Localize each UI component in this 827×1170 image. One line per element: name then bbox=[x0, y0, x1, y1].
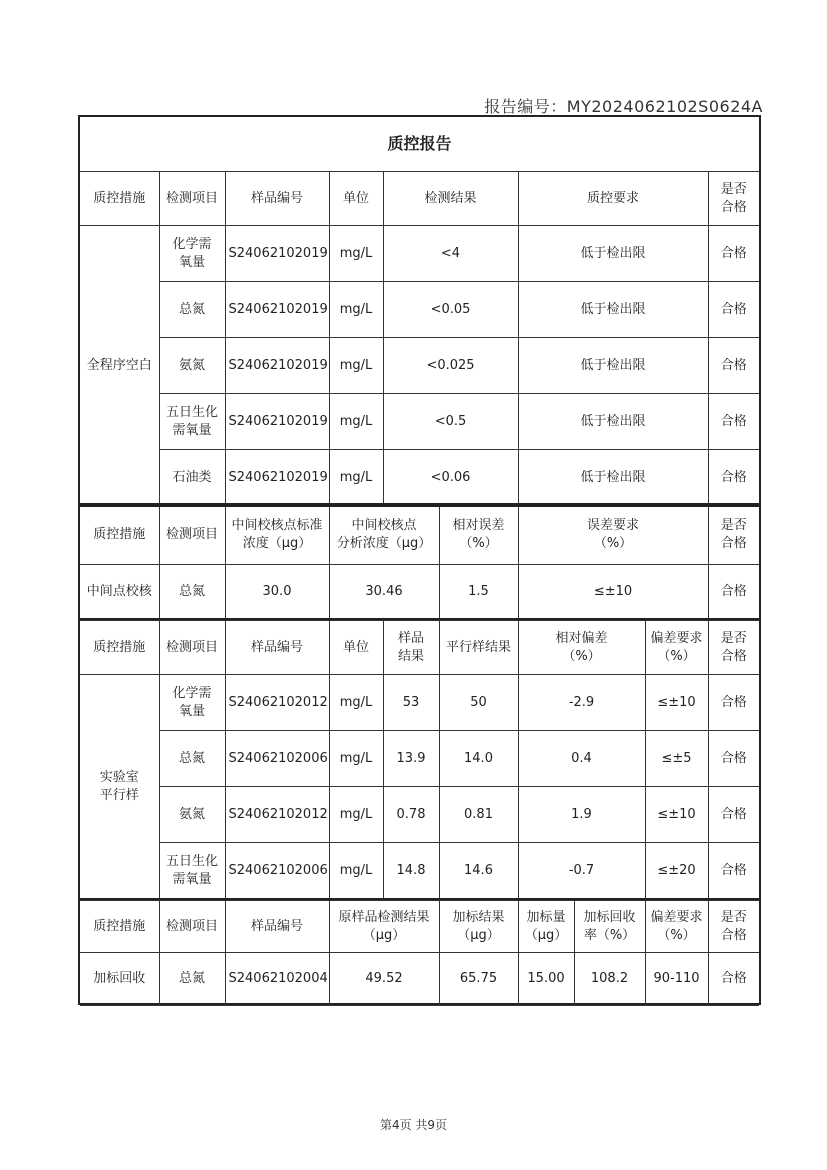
header-cell: 单位 bbox=[329, 621, 383, 675]
pass-cell: 合格 bbox=[708, 953, 759, 1006]
pass-cell: 合格 bbox=[708, 731, 759, 787]
report-number: 报告编号：MY2024062102S0624A bbox=[484, 97, 763, 116]
deviation-cell: -2.9 bbox=[518, 675, 645, 731]
result-cell: 13.9 bbox=[383, 731, 439, 787]
header-cell: 质控措施 bbox=[80, 172, 159, 226]
header-cell: 相对偏差 （%） bbox=[518, 621, 645, 675]
unit-cell: mg/L bbox=[329, 394, 383, 450]
pass-cell: 合格 bbox=[708, 843, 759, 899]
blank-header-row bbox=[80, 172, 759, 226]
requirement-cell: 低于检出限 bbox=[518, 450, 708, 506]
requirement-cell: 低于检出限 bbox=[518, 226, 708, 282]
sample-cell: S24062102019 bbox=[225, 338, 329, 394]
parallel-result-cell: 0.81 bbox=[439, 787, 518, 843]
requirement-cell: ≤±5 bbox=[645, 731, 708, 787]
header-cell: 检测结果 bbox=[383, 172, 518, 226]
parallel-result-cell: 14.0 bbox=[439, 731, 518, 787]
header-cell: 误差要求 （%） bbox=[518, 506, 708, 564]
header-cell: 质控措施 bbox=[80, 901, 159, 953]
header-cell: 偏差要求 （%） bbox=[645, 901, 708, 953]
result-cell: <0.05 bbox=[383, 282, 518, 338]
table-row bbox=[80, 953, 759, 1006]
header-cell: 相对误差 （%） bbox=[439, 506, 518, 564]
table-row bbox=[80, 843, 759, 899]
deviation-cell: 1.9 bbox=[518, 787, 645, 843]
pass-cell: 合格 bbox=[708, 450, 759, 506]
header-cell: 样品编号 bbox=[225, 172, 329, 226]
group-cell: 全程序空白 bbox=[80, 226, 159, 506]
header-cell: 是否 合格 bbox=[708, 901, 759, 953]
result-cell: 14.8 bbox=[383, 843, 439, 899]
header-cell: 加标量 （μg） bbox=[518, 901, 574, 953]
pass-cell: 合格 bbox=[708, 394, 759, 450]
report-title: 质控报告 bbox=[80, 117, 759, 172]
header-cell: 是否 合格 bbox=[708, 172, 759, 226]
unit-cell: mg/L bbox=[329, 226, 383, 282]
result-cell: <0.5 bbox=[383, 394, 518, 450]
item-cell: 总氮 bbox=[159, 282, 225, 338]
unit-cell: mg/L bbox=[329, 787, 383, 843]
spiked-result-cell: 65.75 bbox=[439, 953, 518, 1006]
table-row bbox=[80, 675, 759, 731]
page-footer: 第4页 共9页 bbox=[379, 1118, 448, 1132]
item-cell: 石油类 bbox=[159, 450, 225, 506]
requirement-cell: ≤±10 bbox=[645, 787, 708, 843]
header-cell: 检测项目 bbox=[159, 172, 225, 226]
header-cell: 单位 bbox=[329, 172, 383, 226]
header-cell: 样品编号 bbox=[225, 621, 329, 675]
item-cell: 五日生化 需氧量 bbox=[159, 394, 225, 450]
table-row bbox=[80, 394, 759, 450]
requirement-cell: 90-110 bbox=[645, 953, 708, 1006]
header-cell: 加标结果 （μg） bbox=[439, 901, 518, 953]
original-result-cell: 49.52 bbox=[329, 953, 439, 1006]
unit-cell: mg/L bbox=[329, 450, 383, 506]
requirement-cell: 低于检出限 bbox=[518, 338, 708, 394]
deviation-cell: 0.4 bbox=[518, 731, 645, 787]
header-cell: 中间校核点 分析浓度（μg） bbox=[329, 506, 439, 564]
unit-cell: mg/L bbox=[329, 282, 383, 338]
sample-cell: S24062102019 bbox=[225, 394, 329, 450]
table-row bbox=[80, 731, 759, 787]
result-cell: <4 bbox=[383, 226, 518, 282]
header-cell: 检测项目 bbox=[159, 901, 225, 953]
unit-cell: mg/L bbox=[329, 843, 383, 899]
sample-cell: S24062102019 bbox=[225, 282, 329, 338]
requirement-cell: 低于检出限 bbox=[518, 394, 708, 450]
pass-cell: 合格 bbox=[708, 226, 759, 282]
group-cell: 中间点校核 bbox=[80, 564, 159, 620]
item-cell: 化学需 氧量 bbox=[159, 675, 225, 731]
result-cell: 0.78 bbox=[383, 787, 439, 843]
sample-cell: S24062102006 bbox=[225, 731, 329, 787]
result-cell: 53 bbox=[383, 675, 439, 731]
header-cell: 中间校核点标准 浓度（μg） bbox=[225, 506, 329, 564]
item-cell: 五日生化 需氧量 bbox=[159, 843, 225, 899]
header-cell: 样品编号 bbox=[225, 901, 329, 953]
pass-cell: 合格 bbox=[708, 675, 759, 731]
header-cell: 质控措施 bbox=[80, 506, 159, 564]
header-cell: 偏差要求 （%） bbox=[645, 621, 708, 675]
parallel-result-cell: 14.6 bbox=[439, 843, 518, 899]
sample-cell: S24062102004 bbox=[225, 953, 329, 1006]
requirement-cell: ≤±10 bbox=[645, 675, 708, 731]
unit-cell: mg/L bbox=[329, 338, 383, 394]
sample-cell: S24062102019 bbox=[225, 226, 329, 282]
unit-cell: mg/L bbox=[329, 731, 383, 787]
spike-header-row bbox=[80, 901, 759, 953]
pass-cell: 合格 bbox=[708, 787, 759, 843]
error-cell: 1.5 bbox=[439, 564, 518, 620]
item-cell: 总氮 bbox=[159, 731, 225, 787]
result-cell: <0.06 bbox=[383, 450, 518, 506]
sample-cell: S24062102012 bbox=[225, 675, 329, 731]
item-cell: 氨氮 bbox=[159, 338, 225, 394]
item-cell: 化学需 氧量 bbox=[159, 226, 225, 282]
parallel-header-row bbox=[80, 621, 759, 675]
result-cell: <0.025 bbox=[383, 338, 518, 394]
pass-cell: 合格 bbox=[708, 564, 759, 620]
parallel-table bbox=[80, 620, 759, 899]
requirement-cell: ≤±20 bbox=[645, 843, 708, 899]
header-cell: 加标回收 率（%） bbox=[574, 901, 645, 953]
header-cell: 质控措施 bbox=[80, 621, 159, 675]
header-cell: 原样品检测结果 （μg） bbox=[329, 901, 439, 953]
item-cell: 氨氮 bbox=[159, 787, 225, 843]
spike-amount-cell: 15.00 bbox=[518, 953, 574, 1006]
deviation-cell: -0.7 bbox=[518, 843, 645, 899]
table-row bbox=[80, 564, 759, 620]
measured-cell: 30.46 bbox=[329, 564, 439, 620]
std-cell: 30.0 bbox=[225, 564, 329, 620]
header-cell: 检测项目 bbox=[159, 506, 225, 564]
item-cell: 总氮 bbox=[159, 953, 225, 1006]
spike-table bbox=[80, 900, 759, 1006]
table-row bbox=[80, 450, 759, 506]
pass-cell: 合格 bbox=[708, 282, 759, 338]
header-cell: 样品 结果 bbox=[383, 621, 439, 675]
sample-cell: S24062102012 bbox=[225, 787, 329, 843]
midpoint-table bbox=[80, 505, 759, 621]
qc-report-frame bbox=[78, 115, 761, 1005]
header-cell: 平行样结果 bbox=[439, 621, 518, 675]
recovery-rate-cell: 108.2 bbox=[574, 953, 645, 1006]
header-cell: 质控要求 bbox=[518, 172, 708, 226]
requirement-cell: 低于检出限 bbox=[518, 282, 708, 338]
parallel-result-cell: 50 bbox=[439, 675, 518, 731]
table-row bbox=[80, 226, 759, 282]
table-row bbox=[80, 282, 759, 338]
header-cell: 检测项目 bbox=[159, 621, 225, 675]
item-cell: 总氮 bbox=[159, 564, 225, 620]
table-row bbox=[80, 787, 759, 843]
unit-cell: mg/L bbox=[329, 675, 383, 731]
header-cell: 是否 合格 bbox=[708, 506, 759, 564]
requirement-cell: ≤±10 bbox=[518, 564, 708, 620]
midpoint-header-row bbox=[80, 506, 759, 564]
group-cell: 实验室 平行样 bbox=[80, 675, 159, 899]
header-cell: 是否 合格 bbox=[708, 621, 759, 675]
table-row bbox=[80, 338, 759, 394]
pass-cell: 合格 bbox=[708, 338, 759, 394]
group-cell: 加标回收 bbox=[80, 953, 159, 1006]
sample-cell: S24062102006 bbox=[225, 843, 329, 899]
sample-cell: S24062102019 bbox=[225, 450, 329, 506]
blank-table bbox=[80, 171, 759, 506]
